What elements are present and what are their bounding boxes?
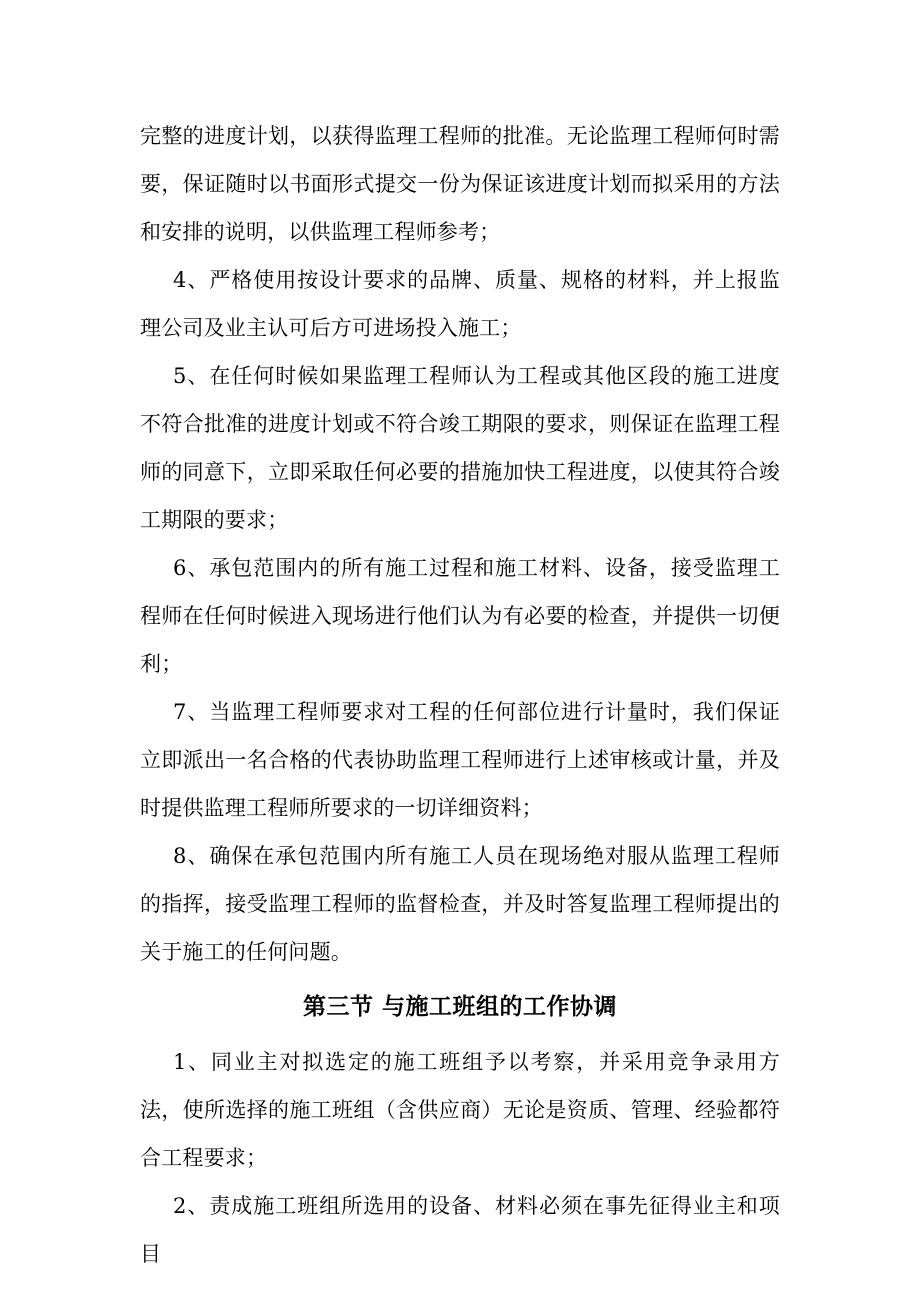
paragraph-item-8: 8、确保在承包范围内所有施工人员在现场绝对服从监理工程师的指挥，接受监理工程师的监督检查，并及时答复监理工程师提出的关于施工的任何问题。 [140,844,780,964]
paragraph-item-5: 5、在任何时候如果监理工程师认为工程或其他区段的施工进度不符合批准的进度计划或不符合竣工期限的要求，则保证在监理工程师的同意下，立即采取任何必要的措施加快工程进度，以使其符合竣工期限的要求； [140,364,780,532]
paragraph-crew-item-2: 2、责成施工班组所选用的设备、材料必须在事先征得业主和项目 [140,1194,780,1266]
paragraph-crew-item-1: 1、同业主对拟选定的施工班组予以考察，并采用竞争录用方法，使所选择的施工班组（含供应商）无论是资质、管理、经验都符合工程要求； [140,1050,780,1170]
paragraph-item-4: 4、严格使用按设计要求的品牌、质量、规格的材料，并上报监理公司及业主认可后方可进场投入施工； [140,268,780,340]
paragraph-schedule-approval: 完整的进度计划，以获得监理工程师的批准。无论监理工程师何时需要，保证随时以书面形式提交一份为保证该进度计划而拟采用的方法和安排的说明，以供监理工程师参考； [140,124,780,244]
paragraph-item-7: 7、当监理工程师要求对工程的任何部位进行计量时，我们保证立即派出一名合格的代表协助监理工程师进行上述审核或计量，并及时提供监理工程师所要求的一切详细资料； [140,700,780,820]
paragraph-item-6: 6、承包范围内的所有施工过程和施工材料、设备，接受监理工程师在任何时候进入现场进行他们认为有必要的检查，并提供一切便利； [140,556,780,676]
document-page [140,112,780,1278]
section-title: 第三节 与施工班组的工作协调 [302,994,617,1020]
